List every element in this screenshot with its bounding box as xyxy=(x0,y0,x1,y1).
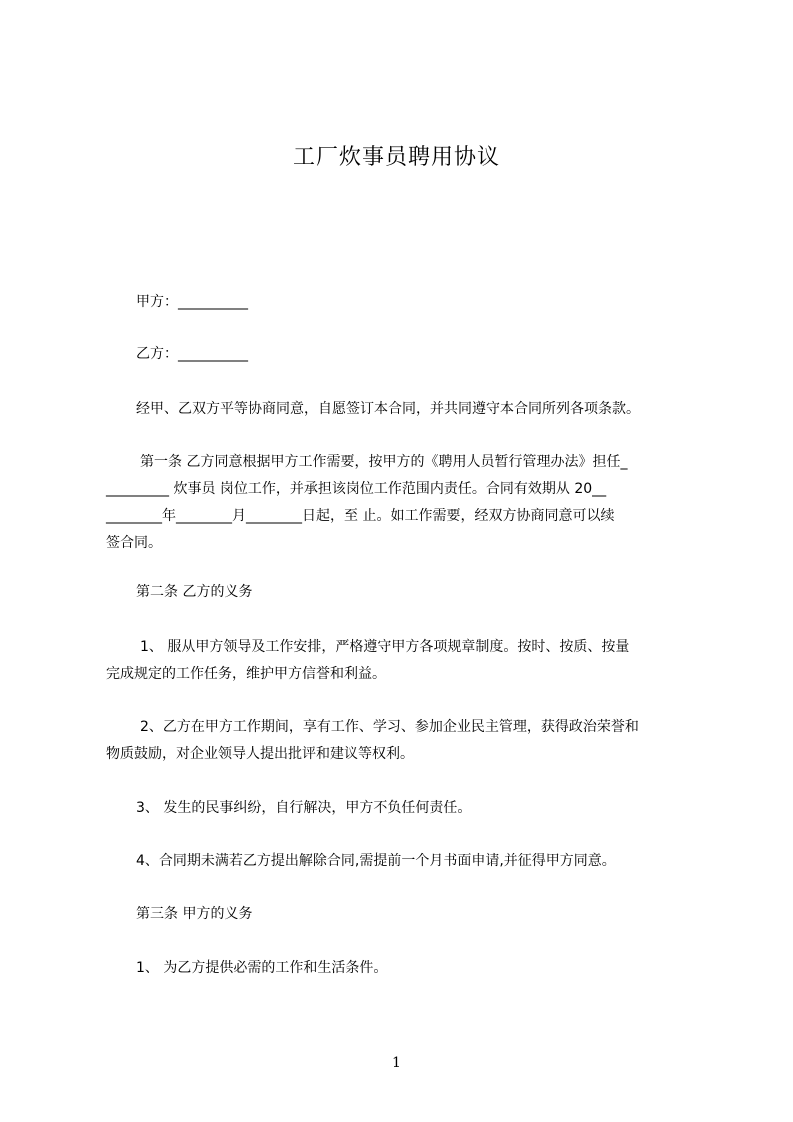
article2-item1-line2: 完成规定的工作任务，维护甲方信誉和利益。 xyxy=(106,666,386,682)
article1-line4: 签合同。 xyxy=(106,535,162,551)
page-number: 1 xyxy=(392,1055,401,1071)
article2-item2-line2: 物质鼓励，对企业领导人提出批评和建议等权利。 xyxy=(106,746,414,762)
document-title: 工厂炊事员聘用协议 xyxy=(292,145,500,170)
article3-item1: 1、 为乙方提供必需的工作和生活条件。 xyxy=(136,960,388,976)
article3-heading: 第三条 甲方的义务 xyxy=(136,906,253,922)
article1-line1: 第一条 乙方同意根据甲方工作需要，按甲方的《聘用人员暂行管理办法》担任_ xyxy=(140,454,628,470)
article2-item3: 3、 发生的民事纠纷，自行解决，甲方不负任何责任。 xyxy=(136,800,472,816)
article2-item4: 4、合同期未满若乙方提出解除合同,需提前一个月书面申请,并征得甲方同意。 xyxy=(136,853,616,869)
article1-line3: ________年________月________日起，至 止。如工作需要，经双方协商同意可以续 xyxy=(106,508,615,524)
article2-item2-line1: 2、乙方在甲方工作期间，享有工作、学习、参加企业民主管理，获得政治荣誉和 xyxy=(140,719,639,735)
article2-heading: 第二条 乙方的义务 xyxy=(136,584,253,600)
intro-paragraph: 经甲、乙双方平等协商同意，自愿签订本合同，并共同遵守本合同所列各项条款。 xyxy=(136,401,640,417)
party-b-line: 乙方：__________ xyxy=(136,346,248,362)
article1-line2: _________ 炊事员 岗位工作，并承担该岗位工作范围内责任。合同有效期从 20__ xyxy=(106,481,607,497)
party-a-line: 甲方：__________ xyxy=(136,294,248,310)
article2-item1-line1: 1、 服从甲方领导及工作安排，严格遵守甲方各项规章制度。按时、按质、按量 xyxy=(140,639,630,655)
